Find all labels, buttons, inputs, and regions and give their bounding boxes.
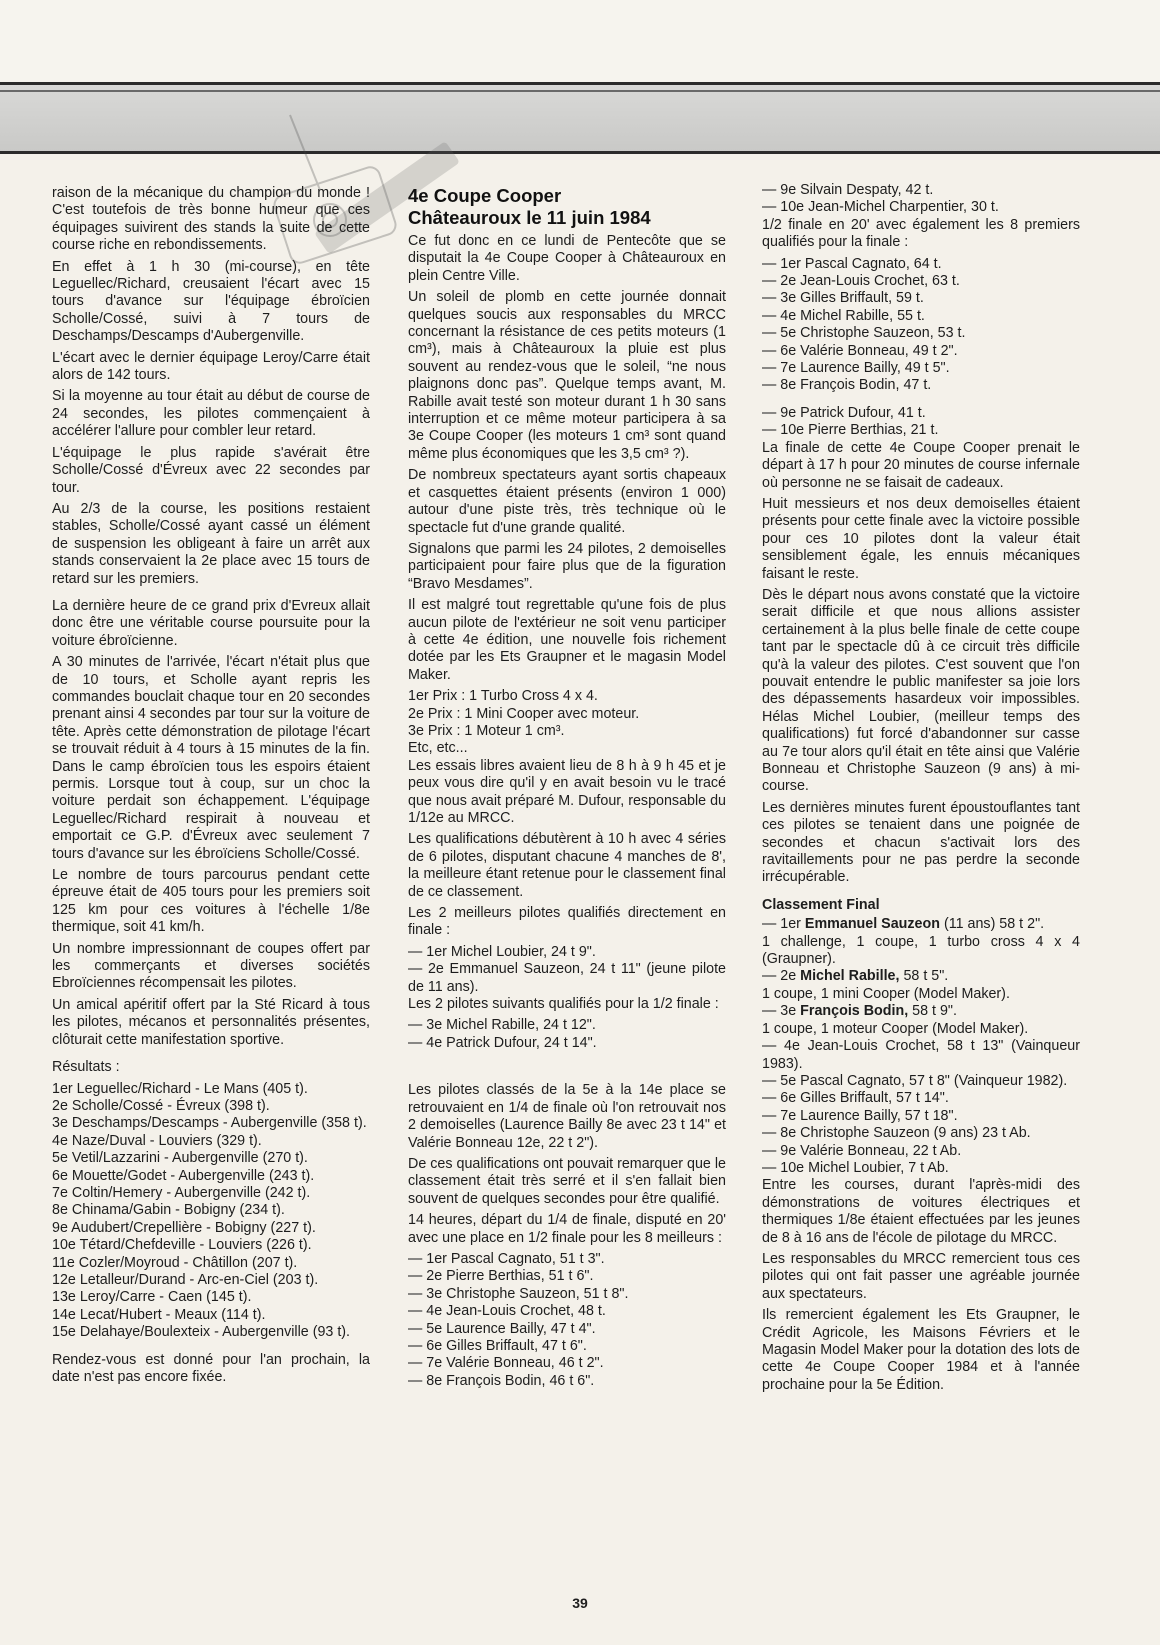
list-item: 1 coupe, 1 mini Cooper (Model Maker). [762,985,1010,1002]
list-item: 11e Cozler/Moyroud - Châtillon (207 t). [52,1254,298,1271]
list-item: — 10e Michel Loubier, 7 t Ab. [762,1159,949,1176]
winner-name: Michel Rabille, [800,968,900,985]
quarter-final-list [408,1251,726,1390]
list-item: — 10e Jean-Michel Charpentier, 30 t. [762,199,999,216]
paragraph: Dès le départ nous avons constaté que la victoire serait difficile et que nous allions assister certainement à la plus belle finale de cette coupe tant par le spectacle dû à ce circuit très difficile qu'à la valeur des pilotes. C'est souvent que l'on pouvait entendre le public manifester sa joie lors des dépassements hasardeux voir impossibles. Hélas Michel Loubier, (meilleur temps des qualifications) fut forcé d'abandonner sur casse au 7e tour alors qu'il était en tête ainsi que Valérie Bonneau et Christophe Sauzeon (9 ans) à mi-course. [762,586,1080,795]
list-item: 1 coupe, 1 moteur Cooper (Model Maker). [762,1020,1029,1037]
list-item: 1 challenge, 1 coupe, 1 turbo cross 4 x 4 (Graupner). [762,933,1080,968]
list-item: — 8e François Bodin, 46 t 6". [408,1372,595,1389]
paragraph: Entre les courses, durant l'après-midi des démonstrations de voitures électriques et thermiques 1/8e étaient effectuées par les jeunes de 8 à 16 ans de l'école de pilotage du MRCC. [762,1177,1080,1246]
list-item: — 4e Jean-Louis Crochet, 48 t. [408,1303,606,1320]
paragraph: A 30 minutes de l'arrivée, l'écart n'était plus que de 10 tours, et Scholle ayant repris les commandes bouclait chaque tour en 20 secondes prenant ainsi 4 secondes par tour sur la voiture de tête. Après cette démonstration de pilotage l'écart se trouvait réduit à 4 tours à 15 minutes de la fin. Dans le camp ébroïcien tous les espoirs étaient permis. Lorsque tout à coup, sur un choc la voiture perdait son échappement. L'équipage Leguellec/Richard respirait à nouveau et emportait ce G.P. d'Évreux avec seulement 7 tours d'avance sur les ébroïciens Scholle/Cossé. [52,654,370,862]
list-item: — 3e Michel Rabille, 24 t 12". [408,1017,596,1034]
paragraph: Ce fut donc en ce lundi de Pentecôte que se disputait la 4e Coupe Cooper à Châteauroux en plein Centre Ville. [408,233,726,284]
column-middle [408,185,726,1390]
list-item: — 2e Emmanuel Sauzeon, 24 t 11" (jeune pilote de 11 ans). [408,961,726,995]
paragraph: La finale de cette 4e Coupe Cooper prenait le départ à 17 h pour 20 minutes de course infernale où personne ne se faisait de cadeaux. [762,439,1080,491]
results-list [52,1081,370,1342]
paragraph: De nombreux spectateurs ayant sortis chapeaux et casquettes étaient présents (environ 1 000) autour d'une piste très, très technique où le spectacle fut d'une grande qualité. [408,467,726,536]
list-item: 13e Leroy/Carre - Caen (145 t). [52,1289,252,1306]
rank-prefix: — 3e [762,1003,801,1020]
semi-final-list [762,256,1080,395]
paragraph: Si la moyenne au tour était au début de course de 24 secondes, les pilotes commençaient à accélérer l'allure pour combler leur retard. [52,388,370,440]
paragraph: Les pilotes classés de la 5e à la 14e place se retrouvaient en 1/4 de finale où l'on retrouvait nos 2 demoiselles (Laurence Bailly 8e avec 23 t 14" et Valérie Bonneau 12e, 22 t 2"). [408,1082,726,1151]
paragraph: En effet à 1 h 30 (mi-course), en tête Leguellec/Richard, creusaient l'écart avec 15 tours d'avance sur l'équipage ébroïcien Scholle/Cossé, suivi à 7 tours de Deschamps/Descamps d'Aubergenville. [52,258,370,345]
paragraph: Les responsables du MRCC remercient tous ces pilotes qui ont fait passer une agréable journée aux spectateurs. [762,1250,1080,1302]
list-item: — 8e François Bodin, 47 t. [762,377,932,394]
rank-prefix: — 1er [762,916,805,933]
paragraph: 1/2 finale en 20' avec également les 8 premiers qualifiés pour la finale : [762,216,1080,251]
paragraph: Le nombre de tours parcourus pendant cette épreuve était de 405 tours pour les premiers soit 125 km pour ces voitures à l'échelle 1/8e thermique, soit 41 km/h. [52,867,370,936]
list-item: 14e Lecat/Hubert - Meaux (114 t). [52,1306,266,1323]
list-item: Etc, etc... [408,740,468,757]
direct-finalists-list [408,944,726,996]
paragraph: L'écart avec le dernier équipage Leroy/Carre était alors de 142 tours. [52,349,370,384]
paragraph: Les 2 meilleurs pilotes qualifiés directement en finale : [408,905,726,939]
list-item: — 1er Michel Loubier, 24 t 9". [408,943,596,960]
final-classification-list [762,916,1080,1177]
paragraph: Au 2/3 de la course, les positions restaient stables, Scholle/Cossé ayant cassé un élément de suspension les obligeant à faire un arrêt aux stands conservaient la 2e place avec 15 tours de retard sur les premiers. [52,500,370,587]
list-item: — 5e Pascal Cagnato, 57 t 8" (Vainqueur 1982). [762,1072,1068,1089]
list-item: — 6e Gilles Briffault, 47 t 6". [408,1337,587,1354]
quarter-final-tail-list [762,182,1080,217]
list-item: 3e Deschamps/Descamps - Aubergenville (358 t). [52,1115,367,1132]
list-item: 8e Chinama/Gabin - Bobigny (234 t). [52,1202,285,1219]
winner-name: François Bodin, [800,1003,909,1020]
list-item: 1er Leguellec/Richard - Le Mans (405 t). [52,1080,308,1097]
closing-paragraph: Rendez-vous est donné pour l'an prochain, la date n'est pas encore fixée. [52,1351,370,1385]
paragraph: Un nombre impressionnant de coupes offert par les commerçants et diverses sociétés Ebroïciennes récompensait les pilotes. [52,940,370,992]
paragraph: Un soleil de plomb en cette journée donnait quelques soucis aux responsables du MRCC concernant la résistance de ces petits moteurs (1 cm³), mais à Châteauroux la pluie est plus souvent au rendez-vous que le soleil, “ne nous plaignons donc pas”. Quelque temps avant, M. Rabille avait testé son moteur durant 1 h 30 sans interruption et ce même moteur participera à sa 3e Coupe Cooper (les moteurs 1 cm³ sont quand même plus économiques que les 3,5 cm³ ?). [408,289,726,462]
top-margin [0,0,1160,82]
list-item: 3e Prix : 1 Moteur 1 cm³. [408,722,565,739]
list-item: — 10e Pierre Berthias, 21 t. [762,422,939,439]
list-item: — 8e Christophe Sauzeon (9 ans) 23 t Ab. [762,1125,1031,1142]
list-item: 2e Scholle/Cossé - Évreux (398 t). [52,1097,270,1114]
rank-suffix: 58 t 5". [899,968,949,985]
list-item: 12e Letalleur/Durand - Arc-en-Ciel (203 t). [52,1271,319,1288]
header-band [0,82,1160,154]
list-item: — 4e Jean-Louis Crochet, 58 t 13" (Vainqueur 1983). [762,1038,1080,1072]
rank-suffix: (11 ans) 58 t 2". [939,916,1045,933]
list-item: — 1er Pascal Cagnato, 64 t. [762,255,942,272]
paragraph: Huit messieurs et nos deux demoiselles étaient présents pour cette finale avec la victoire possible pour ces 10 pilotes dont la valeur était sensiblement égale, les ennuis mécaniques faisant le reste. [762,495,1080,582]
list-item [762,916,1080,933]
paragraph: Les dernières minutes furent époustouflantes tant ces pilotes se tenaient dans une poignée de secondes et chacun s'activait lors des ravitaillements pour ne pas perdre la seconde irrécupérable. [762,799,1080,886]
list-item: — 9e Valérie Bonneau, 22 t Ab. [762,1142,962,1159]
article-title [408,185,726,229]
paragraph: Les 2 pilotes suivants qualifiés pour la 1/2 finale : [408,996,719,1013]
rank-prefix: — 2e [762,968,801,985]
list-item: — 6e Gilles Briffault, 57 t 14". [762,1090,949,1107]
paragraph: 14 heures, départ du 1/4 de finale, disputé en 20' avec une place en 1/2 finale pour les 8 meilleurs : [408,1212,726,1246]
paragraph: Ils remercient également les Ets Graupner, le Crédit Agricole, les Maisons Févriers et le Magasin Model Maker pour la dotation des lots de cette 4e Coupe Cooper 1984 et à l'année prochaine pour la 5e Édition. [762,1307,1080,1393]
list-item: 4e Naze/Duval - Louviers (329 t). [52,1132,262,1149]
list-item: — 3e Gilles Briffault, 59 t. [762,290,924,307]
paragraph: L'équipage le plus rapide s'avérait être Scholle/Cossé d'Évreux avec 22 secondes par tour. [52,444,370,496]
list-item: 10e Tétard/Chefdeville - Louviers (226 t). [52,1237,312,1254]
paragraph: Il est malgré tout regrettable qu'une fois de plus aucun pilote de l'extérieur ne soit venu participer à cette 4e édition, une nouvelle fois richement dotée par les Ets Graupner et le magasin Model Maker. [408,597,726,683]
page-number: 39 [572,1595,588,1611]
list-item: 5e Vetil/Lazzarini - Aubergenville (270 t). [52,1150,308,1167]
list-item [762,968,1080,985]
list-item: 9e Audubert/Crepellière - Bobigny (227 t). [52,1219,316,1236]
column-right [762,182,1080,1398]
list-item: 7e Coltin/Hemery - Aubergenville (242 t). [52,1184,311,1201]
list-item: 1er Prix : 1 Turbo Cross 4 x 4. [408,688,598,705]
paragraph: raison de la mécanique du champion du monde ! C'est toutefois de très bonne humeur que ces équipages suivirent des stands la suite de cette course riche en rebondissements. [52,185,370,254]
prizes-list [408,688,726,758]
semi-qualified-list [408,1017,726,1052]
list-item: — 9e Silvain Despaty, 42 t. [762,182,934,198]
list-item: — 7e Laurence Bailly, 49 t 5". [762,360,950,377]
title-line: Châteauroux le 11 juin 1984 [408,207,651,228]
paragraph: Un amical apéritif offert par la Sté Ricard à tous les pilotes, mécanos et personnalités présentes, clôturait cette manifestation sportive. [52,996,370,1048]
list-item: — 4e Patrick Dufour, 24 t 14". [408,1034,597,1051]
list-item: — 5e Christophe Sauzeon, 53 t. [762,325,966,342]
list-item: 2e Prix : 1 Mini Cooper avec moteur. [408,705,640,722]
paragraph: La dernière heure de ce grand prix d'Evreux allait donc être une véritable course poursuite pour la voiture ébroïcienne. [52,597,370,649]
list-item: 15e Delahaye/Boulexteix - Aubergenville (93 t). [52,1324,351,1341]
list-item [762,1003,1080,1020]
list-item: — 9e Patrick Dufour, 41 t. [762,404,926,421]
results-label: Résultats : [52,1059,120,1076]
semi-final-tail-list [762,405,1080,440]
winner-name: Emmanuel Sauzeon [804,916,940,933]
paragraph: De ces qualifications ont pouvait remarquer que le classement était très serré et il s'en fallait bien souvent de quelques secondes pour être qualifié. [408,1155,726,1207]
list-item: — 3e Christophe Sauzeon, 51 t 8". [408,1285,629,1302]
title-line: 4e Coupe Cooper [408,185,562,206]
list-item: — 1er Pascal Cagnato, 51 t 3". [408,1250,605,1267]
final-classification-title: Classement Final [762,896,880,913]
list-item: — 7e Valérie Bonneau, 46 t 2". [408,1355,604,1372]
paragraph: Les essais libres avaient lieu de 8 h à 9 h 45 et je peux vous dire qu'il y en avait besoin vu le tracé que nous avait préparé M. Dufour, responsable du 1/12e au MRCC. [408,757,726,826]
list-item: 6e Mouette/Godet - Aubergenville (243 t). [52,1167,315,1184]
list-item: — 5e Laurence Bailly, 47 t 4". [408,1320,596,1337]
paragraph: Signalons que parmi les 24 pilotes, 2 demoiselles participaient pour faire plus que de la figuration “Bravo Mesdames”. [408,540,726,592]
list-item: — 4e Michel Rabille, 55 t. [762,307,925,324]
rank-suffix: 58 t 9". [908,1003,957,1020]
list-item: — 6e Valérie Bonneau, 49 t 2". [762,342,958,359]
list-item: — 2e Jean-Louis Crochet, 63 t. [762,273,960,290]
column-left [52,185,370,1390]
list-item: — 2e Pierre Berthias, 51 t 6". [408,1268,594,1285]
list-item: — 7e Laurence Bailly, 57 t 18". [762,1107,958,1124]
paragraph: Les qualifications débutèrent à 10 h avec 4 séries de 6 pilotes, disputant chacune 4 manches de 8', la meilleure étant retenue pour le classement final de ce classement. [408,831,726,900]
